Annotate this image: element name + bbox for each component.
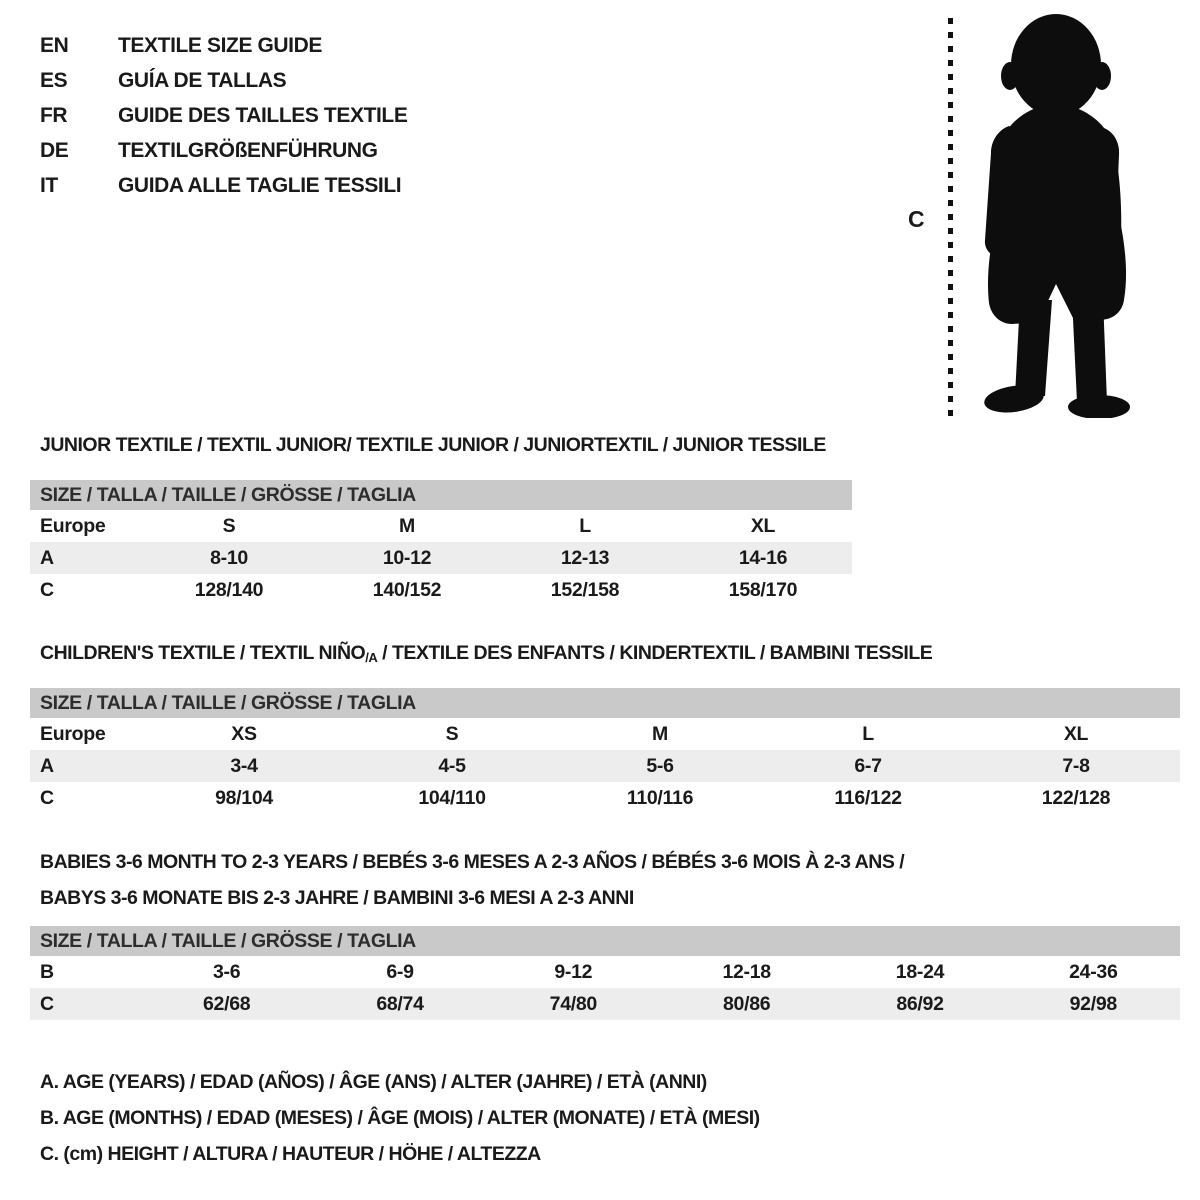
size-col-m: M — [652, 723, 668, 745]
months-value: 18-24 — [895, 961, 945, 983]
children-size-bar: SIZE / TALLA / TAILLE / GRÖSSE / TAGLIA — [30, 688, 1180, 718]
months-value: 12-18 — [722, 961, 771, 983]
age-value: 12-13 — [560, 547, 610, 569]
age-value: 7-8 — [1062, 755, 1090, 777]
height-value: 86/92 — [896, 993, 944, 1015]
guide-title-de: TEXTILGRÖßENFÜHRUNG — [118, 139, 378, 162]
note-age-years: A. AGE (YEARS) / EDAD (AÑOS) / ÂGE (ANS) / ALTER (JAHRE) / ETÀ (ANNI) — [40, 1071, 707, 1093]
height-value: 62/68 — [203, 993, 251, 1015]
row-key-c: C — [40, 579, 54, 601]
language-code: FR — [40, 104, 68, 127]
height-measure-dashed-line — [948, 18, 953, 416]
months-value: 24-36 — [1069, 961, 1118, 983]
children-header-row — [30, 718, 1180, 750]
height-value: 152/158 — [550, 579, 620, 601]
babies-section-title — [40, 844, 904, 916]
row-key-a: A — [40, 755, 54, 777]
toddler-silhouette — [960, 8, 1145, 418]
language-row-de — [40, 133, 407, 168]
legend-notes — [40, 1064, 760, 1172]
height-value: 128/140 — [194, 579, 264, 601]
size-col-xl: XL — [750, 515, 776, 537]
note-height-cm: C. (cm) HEIGHT / ALTURA / HAUTEUR / HÖHE / ALTEZZA — [40, 1143, 541, 1165]
size-col-xs: XS — [231, 723, 257, 745]
size-col-s: S — [222, 515, 236, 537]
months-value: 3-6 — [213, 961, 241, 983]
size-col-l: L — [862, 723, 874, 745]
children-height-row — [30, 782, 1180, 814]
guide-title-it: GUIDA ALLE TAGLIE TESSILI — [118, 174, 402, 197]
row-key-b: B — [40, 961, 54, 983]
height-value: 74/80 — [549, 993, 597, 1015]
babies-size-bar: SIZE / TALLA / TAILLE / GRÖSSE / TAGLIA — [30, 926, 1180, 956]
height-value: 80/86 — [722, 993, 771, 1015]
junior-height-row — [30, 574, 852, 606]
row-key-c: C — [40, 787, 54, 809]
guide-title-en: TEXTILE SIZE GUIDE — [118, 34, 322, 57]
size-col-m: M — [399, 515, 415, 537]
months-value: 9-12 — [554, 961, 593, 983]
size-col-s: S — [445, 723, 459, 745]
height-value: 68/74 — [376, 993, 424, 1015]
age-value: 8-10 — [210, 547, 248, 569]
size-col-l: L — [579, 515, 591, 537]
language-code: EN — [40, 34, 69, 57]
babies-title-line2: BABYS 3-6 MONATE BIS 2-3 JAHRE / BAMBINI 3-6 MESI A 2-3 ANNI — [40, 887, 634, 909]
height-value: 92/98 — [1069, 993, 1117, 1015]
junior-header-row — [30, 510, 852, 542]
row-key-c: C — [40, 993, 54, 1015]
children-title-post: / TEXTILE DES ENFANTS / KINDERTEXTIL / BAMBINI TESSILE — [377, 642, 933, 664]
height-measure-label: C — [908, 206, 925, 232]
junior-section-title: JUNIOR TEXTILE / TEXTIL JUNIOR/ TEXTILE JUNIOR / JUNIORTEXTIL / JUNIOR TESSILE — [40, 434, 826, 456]
guide-title-es: GUÍA DE TALLAS — [118, 69, 287, 92]
age-value: 4-5 — [438, 755, 466, 777]
months-value: 6-9 — [386, 961, 414, 983]
age-value: 5-6 — [646, 755, 674, 777]
height-value: 140/152 — [372, 579, 442, 601]
height-value: 116/122 — [834, 787, 902, 809]
language-code: ES — [40, 69, 68, 92]
height-value: 104/110 — [418, 787, 486, 809]
note-age-months: B. AGE (MONTHS) / EDAD (MESES) / ÂGE (MOIS) / ALTER (MONATE) / ETÀ (MESI) — [40, 1107, 760, 1129]
language-row-en — [40, 28, 407, 63]
babies-title-line1: BABIES 3-6 MONTH TO 2-3 YEARS / BEBÉS 3-6 MESES A 2-3 AÑOS / BÉBÉS 3-6 MOIS À 2-3 ANS / — [40, 851, 905, 873]
junior-age-row — [30, 542, 852, 574]
age-value: 3-4 — [230, 755, 258, 777]
age-value: 14-16 — [738, 547, 788, 569]
age-value: 6-7 — [854, 755, 882, 777]
language-row-fr — [40, 98, 407, 133]
babies-months-row — [30, 956, 1180, 988]
age-value: 10-12 — [382, 547, 432, 569]
junior-size-bar: SIZE / TALLA / TAILLE / GRÖSSE / TAGLIA — [30, 480, 852, 510]
height-value: 110/116 — [626, 787, 694, 809]
guide-title-fr: GUIDE DES TAILLES TEXTILE — [118, 104, 408, 127]
children-size-table — [30, 688, 1180, 814]
size-col-xl: XL — [1063, 723, 1089, 745]
language-code: DE — [40, 139, 69, 162]
language-title-list — [40, 28, 407, 203]
children-title-subscript: /A — [365, 650, 378, 665]
region-label: Europe — [40, 723, 106, 745]
height-value: 98/104 — [215, 787, 273, 809]
babies-height-row — [30, 988, 1180, 1020]
children-age-row — [30, 750, 1180, 782]
region-label: Europe — [40, 515, 106, 537]
babies-size-table — [30, 926, 1180, 1020]
language-row-it — [40, 168, 407, 203]
children-title-pre: CHILDREN'S TEXTILE / TEXTIL NIÑO — [40, 642, 366, 664]
height-value: 122/128 — [1041, 787, 1111, 809]
height-value: 158/170 — [728, 579, 798, 601]
language-row-es — [40, 63, 407, 98]
children-section-title — [40, 642, 932, 665]
row-key-a: A — [40, 547, 54, 569]
language-code: IT — [40, 174, 58, 197]
junior-size-table — [30, 480, 852, 606]
